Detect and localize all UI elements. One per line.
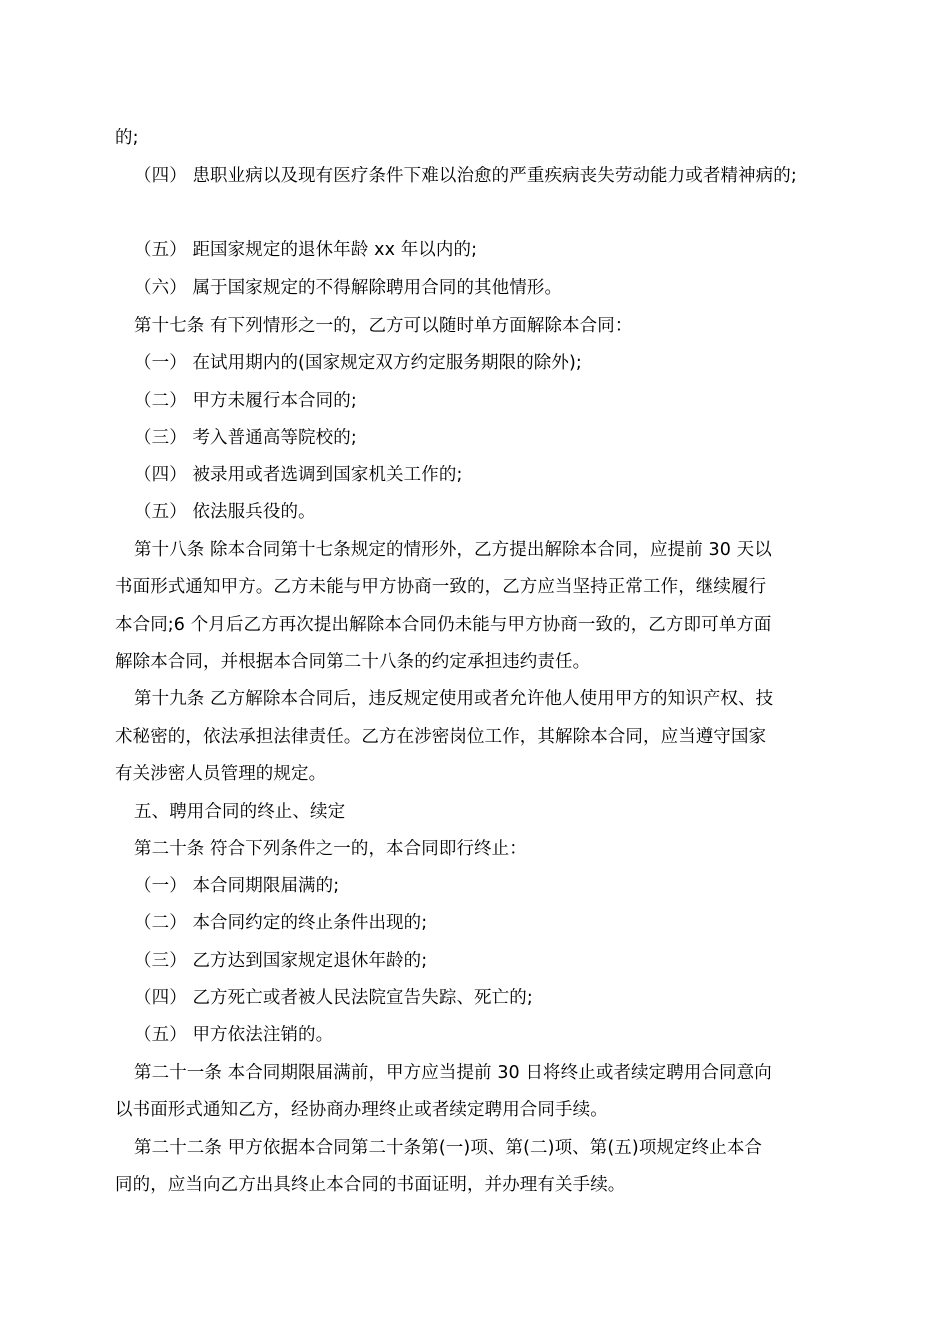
paragraph-line: 术秘密的，依法承担法律责任。乙方在涉密岗位工作，其解除本合同，应当遵守国家: [115, 727, 767, 747]
list-item: （三） 乙方达到国家规定退休年龄的;: [134, 951, 428, 971]
list-item: （二） 本合同约定的终止条件出现的;: [134, 913, 428, 933]
list-item: （四） 乙方死亡或者被人民法院宣告失踪、死亡的;: [134, 988, 533, 1008]
list-item: （五） 甲方依法注销的。: [134, 1025, 334, 1045]
list-item: （五） 依法服兵役的。: [134, 502, 316, 522]
paragraph-line: 第二十一条 本合同期限届满前，甲方应当提前 30 日将终止或者续定聘用合同意向: [134, 1063, 772, 1083]
list-item: （五） 距国家规定的退休年龄 xx 年以内的;: [134, 240, 478, 260]
list-item: （四） 被录用或者选调到国家机关工作的;: [134, 465, 463, 485]
list-item: （三） 考入普通高等院校的;: [134, 428, 357, 448]
paragraph-line: 解除本合同，并根据本合同第二十八条的约定承担违约责任。: [115, 652, 591, 672]
paragraph-line: 第二十二条 甲方依据本合同第二十条第(一)项、第(二)项、第(五)项规定终止本合: [134, 1138, 763, 1158]
paragraph-line: 本合同;6 个月后乙方再次提出解除本合同仍未能与甲方协商一致的，乙方即可单方面: [115, 615, 772, 635]
paragraph-line: 第十八条 除本合同第十七条规定的情形外，乙方提出解除本合同，应提前 30 天以: [134, 540, 772, 560]
article-heading: 第十七条 有下列情形之一的，乙方可以随时单方面解除本合同：: [134, 316, 633, 336]
list-item: （六） 属于国家规定的不得解除聘用合同的其他情形。: [134, 278, 563, 298]
list-item: （一） 在试用期内的(国家规定双方约定服务期限的除外);: [134, 353, 582, 373]
list-item: （四） 患职业病以及现有医疗条件下难以治愈的严重疾病丧失劳动能力或者精神病的;: [134, 166, 797, 186]
paragraph-line: 同的，应当向乙方出具终止本合同的书面证明，并办理有关手续。: [115, 1175, 626, 1195]
paragraph-line: 书面形式通知甲方。乙方未能与甲方协商一致的，乙方应当坚持正常工作，继续履行: [115, 577, 767, 597]
article-heading: 第二十条 符合下列条件之一的，本合同即行终止：: [134, 839, 527, 859]
paragraph-line: 有关涉密人员管理的规定。: [115, 764, 327, 784]
text-line: 的;: [115, 128, 139, 148]
list-item: （二） 甲方未履行本合同的;: [134, 391, 357, 411]
section-heading: 五、聘用合同的终止、续定: [134, 802, 346, 822]
paragraph-line: 以书面形式通知乙方，经协商办理终止或者续定聘用合同手续。: [115, 1100, 608, 1120]
paragraph-line: 第十九条 乙方解除本合同后，违反规定使用或者允许他人使用甲方的知识产权、技: [134, 689, 774, 709]
list-item: （一） 本合同期限届满的;: [134, 876, 340, 896]
